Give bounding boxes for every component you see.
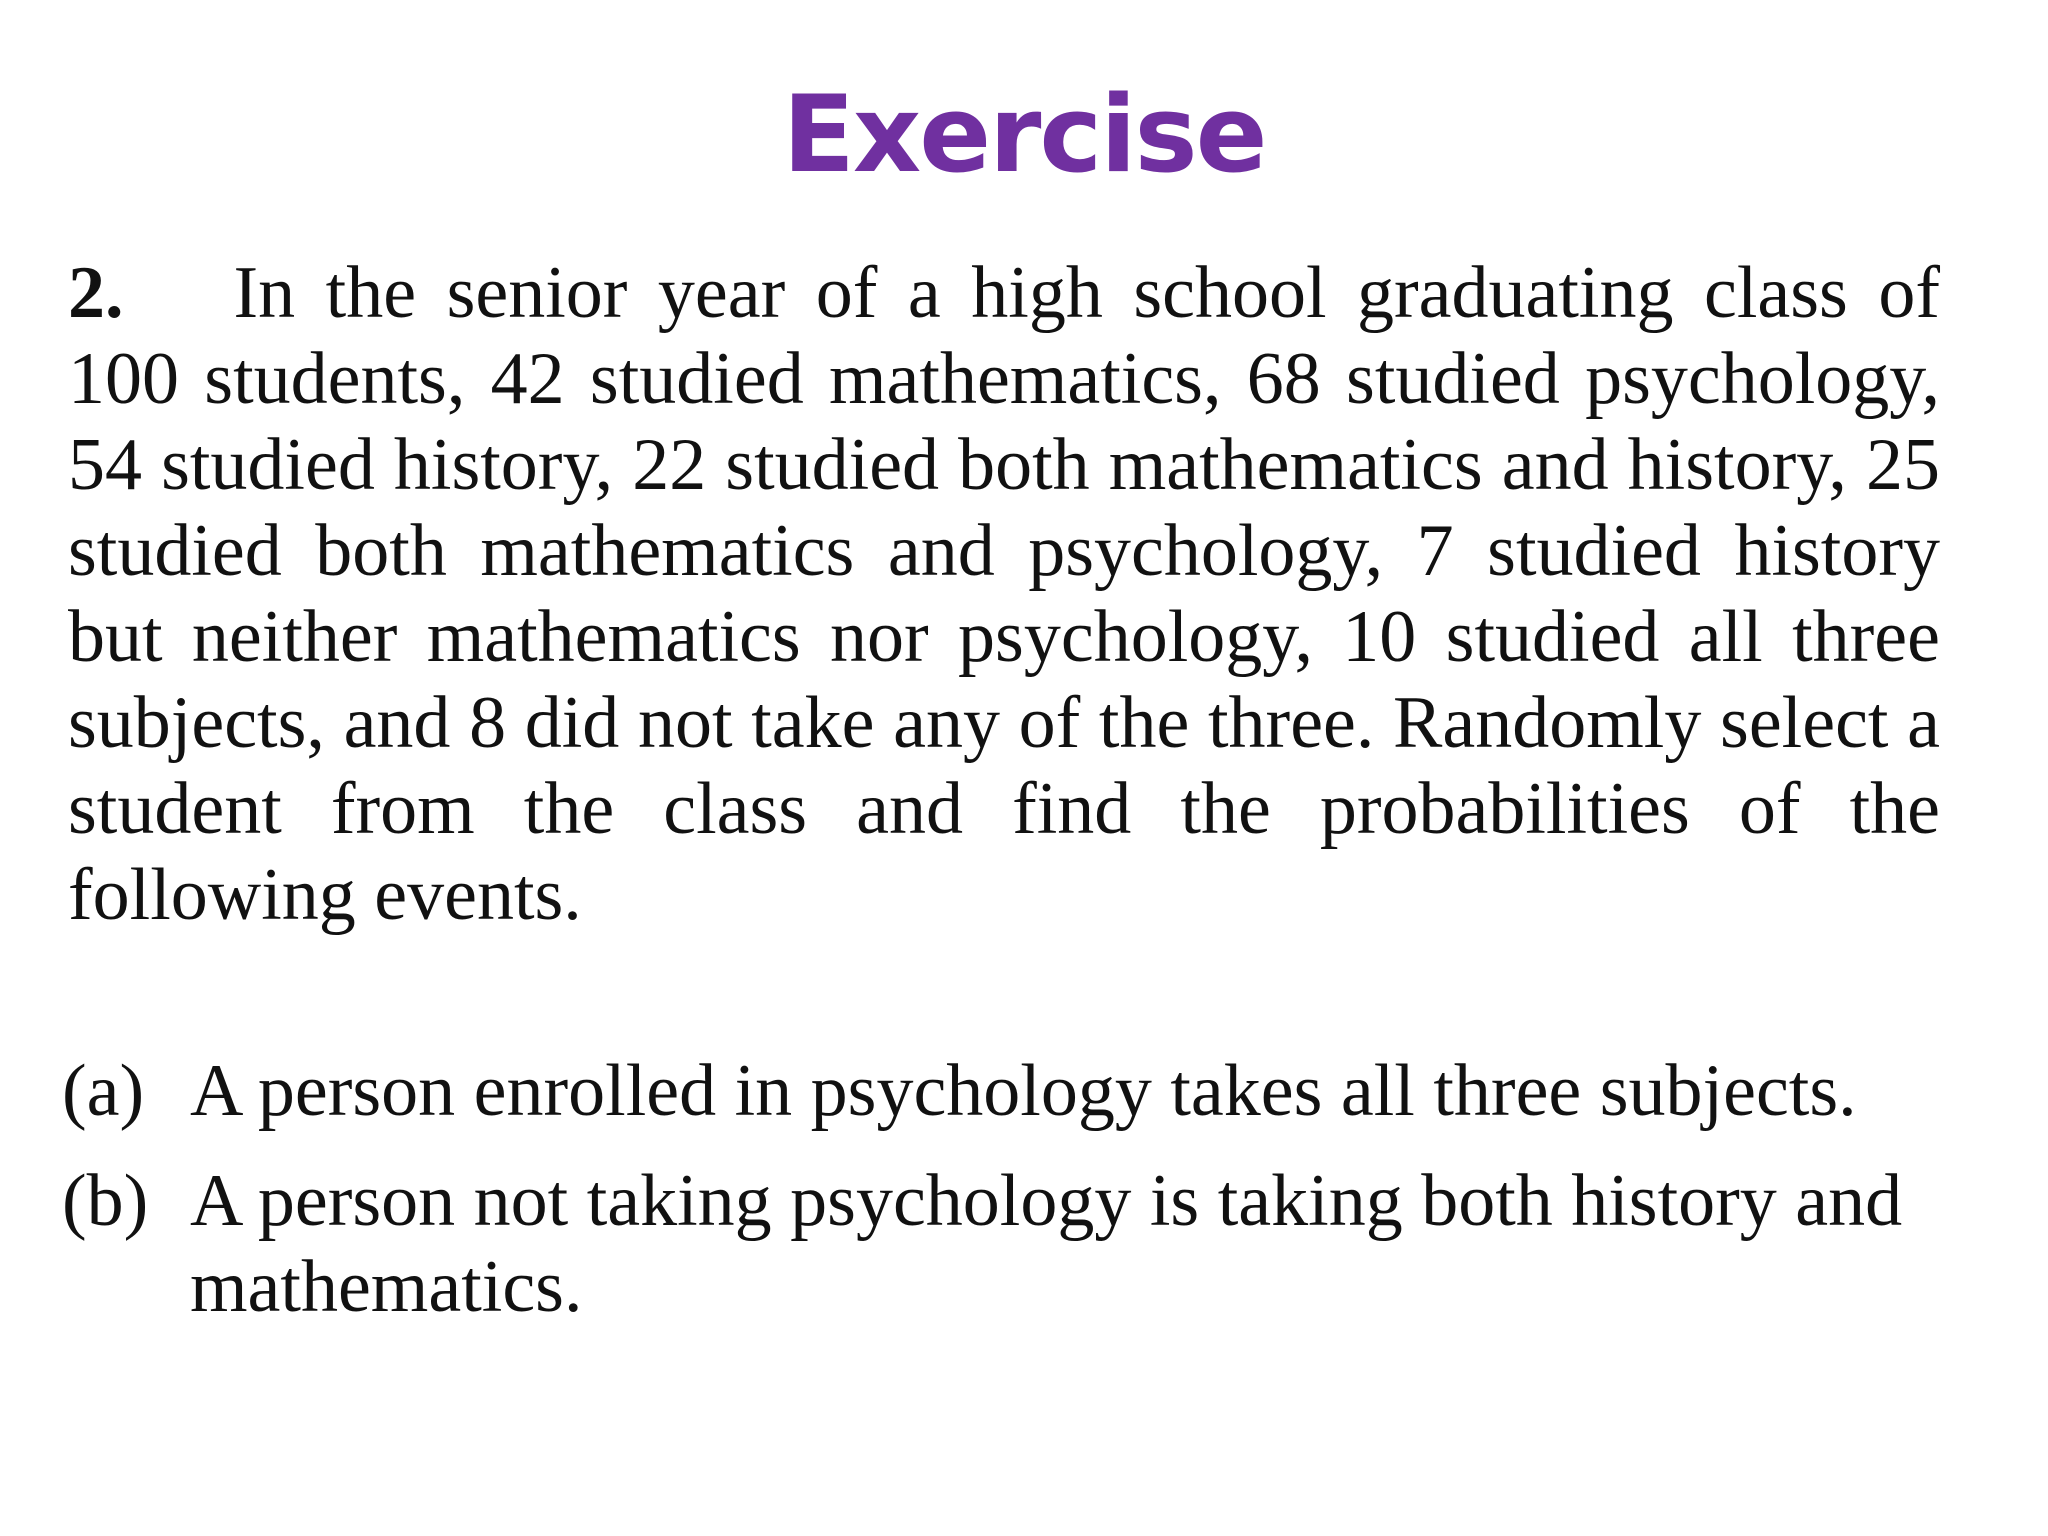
problem-parts	[62, 1048, 1942, 1354]
problem-statement	[68, 250, 1940, 938]
part-label: (b)	[62, 1160, 149, 1242]
part-text: A person not taking psychology is taking both history and mathematics.	[190, 1160, 1903, 1328]
problem-text: In the senior year of a high school graduating class of 100 students, 42 studied mathematics, 68 studied psychology, 54 studied history, 22 studied both mathematics and history, 25 studied both mathematics and psychology, 7 studied history but neither mathematics nor psychology, 10 studied all three subjects, and 8 did not take any of the three. Randomly select a student from the class and find the probabilities of the following events.	[68, 252, 1940, 936]
part-text: A person enrolled in psychology takes all three subjects.	[190, 1050, 1857, 1132]
slide-title: Exercise	[782, 73, 1266, 196]
part-label: (a)	[62, 1050, 145, 1132]
problem-part-a	[62, 1048, 1942, 1134]
problem-number: 2.	[68, 252, 124, 334]
problem-part-b	[62, 1158, 1942, 1330]
